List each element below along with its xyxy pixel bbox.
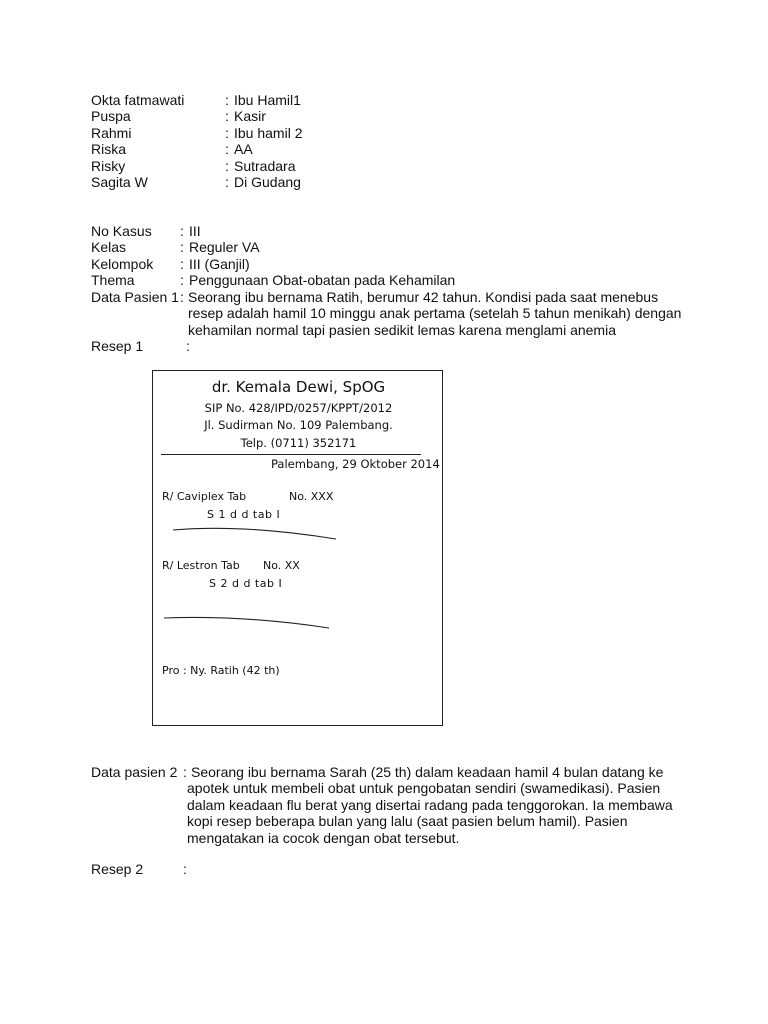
patient1-line: Seorang ibu bernama Ratih, berumur 42 tahun. Kondisi pada saat menebus (188, 289, 659, 305)
doctor-address: Jl. Sudirman No. 109 Palembang. (204, 418, 393, 432)
colon: : (225, 141, 229, 157)
colon: : (225, 158, 229, 174)
member-name: Risky (91, 158, 126, 174)
colon: : (225, 174, 229, 190)
patient2-line: kopi resep beberapa bulan yang lalu (saat pasien belum hamil). Pasien (187, 813, 628, 829)
colon: : (180, 256, 184, 272)
colon: : (180, 272, 184, 288)
colon: : (180, 239, 184, 255)
case-label: Kelas (91, 239, 127, 255)
member-name: Riska (91, 141, 127, 157)
case-value: Reguler VA (189, 239, 260, 255)
resep2-label: Resep 2 (91, 861, 144, 877)
case-value: III (Ganjil) (189, 256, 250, 272)
signature-stroke (173, 528, 336, 539)
member-name: Sagita W (91, 174, 148, 190)
colon: : (225, 125, 229, 141)
case-label: Thema (91, 272, 135, 288)
signature-stroke (164, 617, 329, 628)
patient2-label: Data pasien 2 (91, 764, 178, 780)
case-label: Kelompok (91, 256, 154, 272)
patient2-line: Seorang ibu bernama Sarah (25 th) dalam keadaan hamil 4 bulan datang ke (191, 764, 664, 780)
colon: : (186, 338, 190, 354)
rx-drug: R/ Caviplex Tab (162, 490, 247, 503)
colon: : (183, 861, 187, 877)
patient2-line: dalam keadaan flu berat yang disertai radang pada tenggorokan. Ia membawa (187, 797, 673, 813)
case-label: No Kasus (91, 223, 152, 239)
colon: : (225, 108, 229, 124)
colon: : (180, 223, 184, 239)
patient1-line: kehamilan normal tapi pasien sedikit lemas karena menglami anemia (188, 322, 616, 338)
rx-signa: S 2 d d tab I (209, 577, 283, 590)
member-role: Kasir (234, 108, 266, 124)
doctor-name: dr. Kemala Dewi, SpOG (211, 378, 386, 396)
patient2-line: mengatakan ia cocok dengan obat tersebut. (187, 830, 460, 846)
patient1-label: Data Pasien 1 (91, 289, 179, 305)
resep1-label: Resep 1 (91, 338, 144, 354)
member-role: AA (234, 141, 253, 157)
rx-quantity: No. XX (263, 559, 300, 572)
prescription-card (152, 370, 443, 726)
place-date: Palembang, 29 Oktober 2014 (271, 457, 440, 471)
patient1-line: resep adalah hamil 10 minggu anak pertama (setelah 5 tahun menikah) dengan (188, 305, 682, 321)
colon: : (183, 764, 187, 780)
rx-patient: Pro : Ny. Ratih (42 th) (162, 664, 280, 677)
sip-number: SIP No. 428/IPD/0257/KPPT/2012 (204, 401, 393, 415)
member-name: Puspa (91, 108, 131, 124)
case-value: Penggunaan Obat-obatan pada Kehamilan (189, 272, 456, 288)
rx-signa: S 1 d d tab I (207, 508, 281, 521)
doctor-phone: Telp. (0711) 352171 (240, 436, 357, 450)
member-name: Okta fatmawati (91, 92, 185, 108)
member-role: Di Gudang (234, 174, 301, 190)
member-role: Ibu hamil 2 (234, 125, 303, 141)
member-name: Rahmi (91, 125, 132, 141)
colon: : (225, 92, 229, 108)
patient2-line: apotek untuk membeli obat untuk pengobatan sendiri (swamedikasi). Pasien (187, 780, 661, 796)
member-role: Sutradara (234, 158, 296, 174)
colon: : (180, 289, 184, 305)
signature-strokes (153, 371, 444, 727)
rx-quantity: No. XXX (289, 490, 334, 503)
rx-drug: R/ Lestron Tab (162, 559, 240, 572)
case-value: III (189, 223, 201, 239)
member-role: Ibu Hamil1 (234, 92, 301, 108)
